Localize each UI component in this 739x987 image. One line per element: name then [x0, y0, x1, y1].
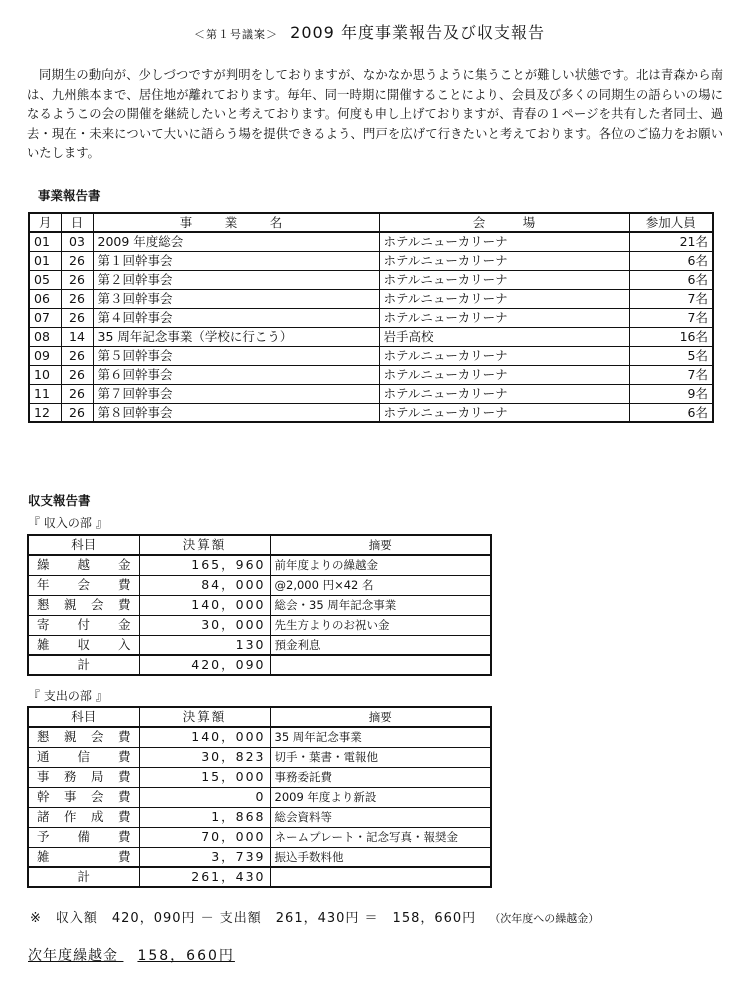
expense-total-amount: 261，430 — [139, 867, 270, 887]
event-name: 2009 年度総会 — [93, 232, 379, 251]
balance-equation: ※ 収入額 420，090円 － 支出額 261，430円 ＝ 158，660円 — [30, 911, 477, 926]
income-total-amount: 420，090 — [139, 655, 270, 675]
expense-header-row — [28, 707, 491, 727]
finance-heading: 収支報告書 — [28, 493, 91, 508]
event-name: 第３回幹事会 — [93, 289, 379, 308]
income-label: 『 収入の部 』 — [28, 516, 108, 530]
event-row — [29, 289, 713, 308]
header-event-name: 事 業 名 — [93, 213, 379, 232]
event-row — [29, 403, 713, 422]
expense-amount: 30，823 — [139, 747, 270, 767]
event-attendance: 7名 — [629, 289, 713, 308]
expense-row — [28, 807, 491, 827]
balance-summary — [30, 907, 599, 926]
expense-note: 切手・葉書・電報他 — [270, 747, 491, 767]
event-month: 05 — [29, 270, 61, 289]
expense-total-note — [270, 867, 491, 887]
income-subject: 寄付金 — [28, 615, 139, 635]
expense-note: 2009 年度より新設 — [270, 787, 491, 807]
event-name: 第８回幹事会 — [93, 403, 379, 422]
income-note: 預金利息 — [270, 635, 491, 655]
expense-note: 振込手数料他 — [270, 847, 491, 867]
event-row — [29, 384, 713, 403]
expense-table — [27, 706, 492, 888]
expense-header-subject: 科目 — [28, 707, 139, 727]
balance-note: （次年度への繰越金） — [489, 912, 600, 925]
expense-total-label: 計 — [28, 867, 139, 887]
income-amount: 130 — [139, 635, 270, 655]
expense-label: 『 支出の部 』 — [28, 689, 108, 703]
event-venue: ホテルニューカリーナ — [379, 308, 629, 327]
expense-row — [28, 727, 491, 747]
event-venue: ホテルニューカリーナ — [379, 270, 629, 289]
expense-subject: 雑費 — [28, 847, 139, 867]
title-text: 2009 年度事業報告及び収支報告 — [290, 23, 545, 42]
expense-note: 事務委託費 — [270, 767, 491, 787]
event-venue: ホテルニューカリーナ — [379, 365, 629, 384]
event-month: 12 — [29, 403, 61, 422]
income-row — [28, 635, 491, 655]
event-row — [29, 251, 713, 270]
event-name: 第７回幹事会 — [93, 384, 379, 403]
event-row — [29, 346, 713, 365]
income-row — [28, 595, 491, 615]
event-venue: ホテルニューカリーナ — [379, 384, 629, 403]
event-row — [29, 308, 713, 327]
income-note: 前年度よりの繰越金 — [270, 555, 491, 575]
event-attendance: 16名 — [629, 327, 713, 346]
event-row — [29, 232, 713, 251]
event-month: 01 — [29, 232, 61, 251]
income-row — [28, 555, 491, 575]
income-amount: 140，000 — [139, 595, 270, 615]
expense-body — [28, 727, 491, 867]
expense-note: ネームプレート・記念写真・報奨金 — [270, 827, 491, 847]
events-heading: 事業報告書 — [38, 188, 101, 203]
expense-total-row — [28, 867, 491, 887]
income-header-note: 摘要 — [270, 535, 491, 555]
header-venue: 会 場 — [379, 213, 629, 232]
event-name: 第４回幹事会 — [93, 308, 379, 327]
event-month: 10 — [29, 365, 61, 384]
event-attendance: 6名 — [629, 270, 713, 289]
income-header-amount: 決算額 — [139, 535, 270, 555]
event-day: 26 — [61, 289, 93, 308]
event-name: 第１回幹事会 — [93, 251, 379, 270]
carry-forward — [28, 945, 235, 965]
carry-forward-value: 158，660円 — [137, 948, 235, 964]
event-venue: ホテルニューカリーナ — [379, 403, 629, 422]
event-name: 35 周年記念事業（学校に行こう） — [93, 327, 379, 346]
expense-row — [28, 767, 491, 787]
income-subject: 繰越金 — [28, 555, 139, 575]
income-amount: 84，000 — [139, 575, 270, 595]
income-note: @2,000 円×42 名 — [270, 575, 491, 595]
document-title — [0, 20, 739, 43]
header-day: 日 — [61, 213, 93, 232]
income-total-label: 計 — [28, 655, 139, 675]
income-subject: 雑収入 — [28, 635, 139, 655]
expense-amount: 1，868 — [139, 807, 270, 827]
event-day: 03 — [61, 232, 93, 251]
event-name: 第６回幹事会 — [93, 365, 379, 384]
expense-row — [28, 747, 491, 767]
event-month: 01 — [29, 251, 61, 270]
event-attendance: 21名 — [629, 232, 713, 251]
event-day: 26 — [61, 270, 93, 289]
event-day: 26 — [61, 308, 93, 327]
event-month: 08 — [29, 327, 61, 346]
income-subject: 懇親会費 — [28, 595, 139, 615]
income-row — [28, 615, 491, 635]
event-month: 11 — [29, 384, 61, 403]
event-day: 26 — [61, 251, 93, 270]
event-row — [29, 327, 713, 346]
event-row — [29, 365, 713, 384]
income-header-subject: 科目 — [28, 535, 139, 555]
header-month: 月 — [29, 213, 61, 232]
expense-subject: 事務局費 — [28, 767, 139, 787]
expense-amount: 15，000 — [139, 767, 270, 787]
event-attendance: 6名 — [629, 403, 713, 422]
header-attendance: 参加人員 — [629, 213, 713, 232]
income-total-row — [28, 655, 491, 675]
income-amount: 30，000 — [139, 615, 270, 635]
expense-subject: 幹事会費 — [28, 787, 139, 807]
event-day: 14 — [61, 327, 93, 346]
income-body — [28, 555, 491, 655]
agenda-number: ＜第１号議案＞ — [194, 28, 279, 41]
expense-subject: 通信費 — [28, 747, 139, 767]
event-name: 第５回幹事会 — [93, 346, 379, 365]
expense-amount: 70，000 — [139, 827, 270, 847]
events-body — [29, 232, 713, 422]
event-attendance: 5名 — [629, 346, 713, 365]
expense-row — [28, 787, 491, 807]
event-month: 07 — [29, 308, 61, 327]
income-total-note — [270, 655, 491, 675]
expense-note: 35 周年記念事業 — [270, 727, 491, 747]
events-header-row — [29, 213, 713, 232]
expense-amount: 140，000 — [139, 727, 270, 747]
event-month: 06 — [29, 289, 61, 308]
events-table — [28, 212, 714, 423]
event-venue: 岩手高校 — [379, 327, 629, 346]
expense-header-amount: 決算額 — [139, 707, 270, 727]
income-table — [27, 534, 492, 676]
carry-forward-label: 次年度繰越金 — [28, 948, 118, 964]
event-day: 26 — [61, 384, 93, 403]
expense-subject: 懇親会費 — [28, 727, 139, 747]
event-row — [29, 270, 713, 289]
income-row — [28, 575, 491, 595]
income-amount: 165，960 — [139, 555, 270, 575]
expense-subject: 予備費 — [28, 827, 139, 847]
expense-note: 総会資料等 — [270, 807, 491, 827]
intro-paragraph: 同期生の動向が、少しづつですが判明をしておりますが、なかなか思うように集うことが難しい状態です。北は青森から南は、九州熊本まで、居住地が離れております。毎年、同一時期に開催することにより、会員及び多くの同期生の語らいの場になるようこの会の開催を継続したいと考えております。何度も申し上げておりますが、青春の１ページを共有した者同士、過去・現在・未来について大いに語らう場を提供できるよう、門戸を広げて行きたいと考えております。各位のご協力をお願いいたします。 — [27, 68, 723, 160]
income-header-row — [28, 535, 491, 555]
expense-amount: 0 — [139, 787, 270, 807]
income-note: 先生方よりのお祝い金 — [270, 615, 491, 635]
income-note: 総会・35 周年記念事業 — [270, 595, 491, 615]
event-attendance: 7名 — [629, 308, 713, 327]
expense-amount: 3，739 — [139, 847, 270, 867]
event-venue: ホテルニューカリーナ — [379, 251, 629, 270]
event-attendance: 7名 — [629, 365, 713, 384]
event-venue: ホテルニューカリーナ — [379, 232, 629, 251]
expense-row — [28, 847, 491, 867]
event-attendance: 9名 — [629, 384, 713, 403]
event-attendance: 6名 — [629, 251, 713, 270]
income-subject: 年会費 — [28, 575, 139, 595]
expense-header-note: 摘要 — [270, 707, 491, 727]
event-month: 09 — [29, 346, 61, 365]
expense-row — [28, 827, 491, 847]
event-day: 26 — [61, 403, 93, 422]
event-day: 26 — [61, 346, 93, 365]
event-venue: ホテルニューカリーナ — [379, 289, 629, 308]
event-day: 26 — [61, 365, 93, 384]
expense-subject: 諸作成費 — [28, 807, 139, 827]
event-name: 第２回幹事会 — [93, 270, 379, 289]
event-venue: ホテルニューカリーナ — [379, 346, 629, 365]
